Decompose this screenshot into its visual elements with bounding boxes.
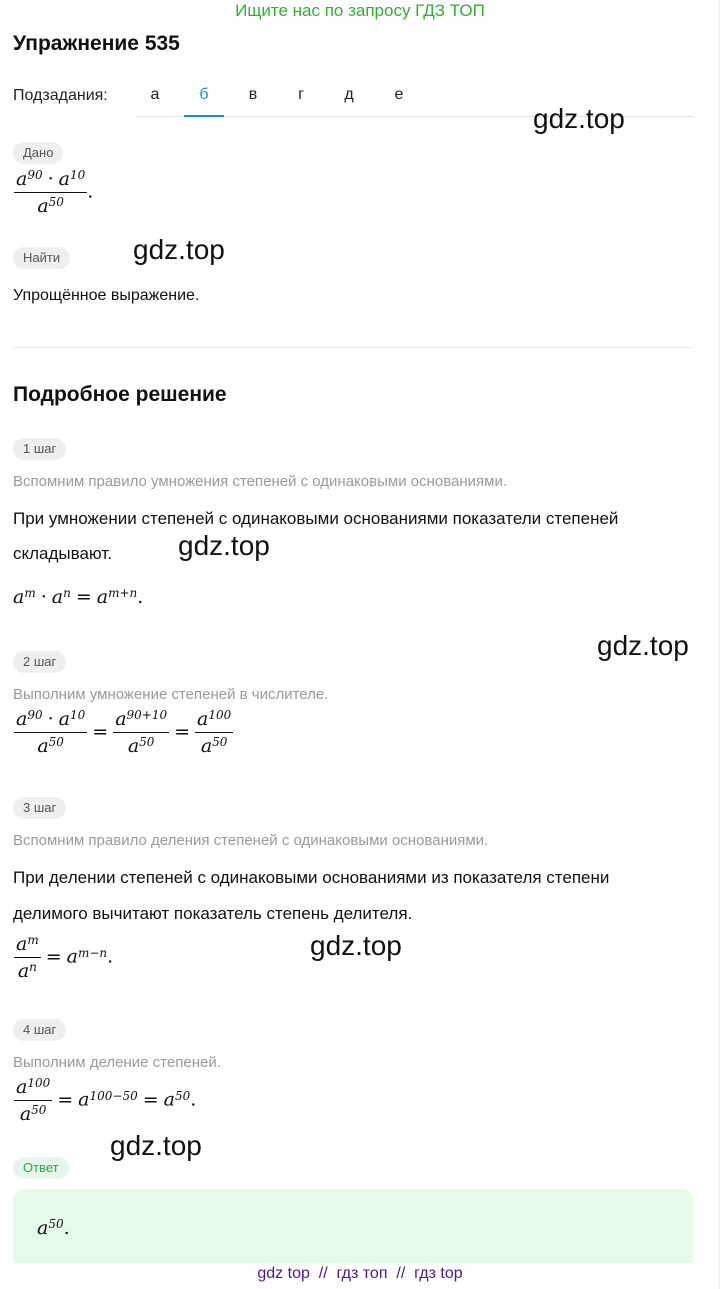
watermark: gdz.top <box>178 530 270 561</box>
step-2-hint: Выполним умножение степеней в числителе. <box>13 686 329 703</box>
search-banner[interactable]: Ищите нас по запросу ГДЗ ТОП <box>235 1 485 20</box>
step-3-rule-line1: При делении степеней с одинаковыми основаниями из показателя степени <box>13 868 610 887</box>
tab-v[interactable]: в <box>248 86 258 103</box>
given-badge: Дано <box>13 142 63 164</box>
find-badge: Найти <box>13 247 70 269</box>
given-expression: $\frac{a^{90} \cdot a^{10}}{a^{50}}$ . <box>16 168 94 217</box>
answer-value: $a^{50}$. <box>37 1217 70 1239</box>
step-1-formula: $a^m \cdot a^n = a^{m+n}$. <box>13 586 144 608</box>
watermark: gdz.top <box>110 1130 202 1161</box>
step-1-rule-line1: При умножении степеней с одинаковыми основаниями показатели степеней <box>13 509 619 528</box>
watermark: gdz.top <box>597 630 689 661</box>
solution-title: Подробное решение <box>13 383 227 406</box>
find-text: Упрощённое выражение. <box>13 287 200 304</box>
step-1-hint: Вспомним правило умножения степеней с одинаковыми основаниями. <box>13 473 507 490</box>
subtasks-label: Подзадания: <box>13 87 108 104</box>
tab-b[interactable]: б <box>184 86 224 117</box>
step-4-formula: $\frac{a^{100}}{a^{50}}$ = $a^{100-50} = a^{50}$. <box>16 1076 197 1125</box>
watermark: gdz.top <box>533 103 625 134</box>
step-4-badge: 4 шаг <box>13 1019 66 1041</box>
tab-g[interactable]: г <box>298 86 304 103</box>
watermark: gdz.top <box>310 930 402 961</box>
step-1-rule-line2: складывают. <box>13 544 112 563</box>
answer-box <box>13 1189 693 1263</box>
step-2-formula: $\frac{a^{90} \cdot a^{10}}{a^{50}}$ = $\frac{a^{90+10}}{a^{50}}$ = $\frac{a^{100}}{a^{50}}$ <box>16 708 232 757</box>
watermark: gdz.top <box>133 234 225 265</box>
answer-badge: Ответ <box>13 1157 69 1179</box>
page-title: Упражнение 535 <box>13 32 180 55</box>
step-3-formula: $\frac{a^m}{a^n}$ = $a^{m-n}$. <box>16 933 114 982</box>
step-3-hint: Вспомним правило деления степеней с одинаковыми основаниями. <box>13 832 489 849</box>
divider <box>13 347 693 348</box>
tab-d[interactable]: д <box>344 86 354 103</box>
step-2-badge: 2 шаг <box>13 651 66 673</box>
step-4-hint: Выполним деление степеней. <box>13 1054 221 1071</box>
step-3-rule-line2: делимого вычитают показатель степень делителя. <box>13 904 413 923</box>
step-1-badge: 1 шаг <box>13 438 66 460</box>
tab-a[interactable]: а <box>150 86 160 103</box>
footer-links[interactable]: gdz top // гдз топ // гдз top <box>257 1265 463 1282</box>
step-3-badge: 3 шаг <box>13 797 66 819</box>
tab-e[interactable]: е <box>394 86 404 103</box>
